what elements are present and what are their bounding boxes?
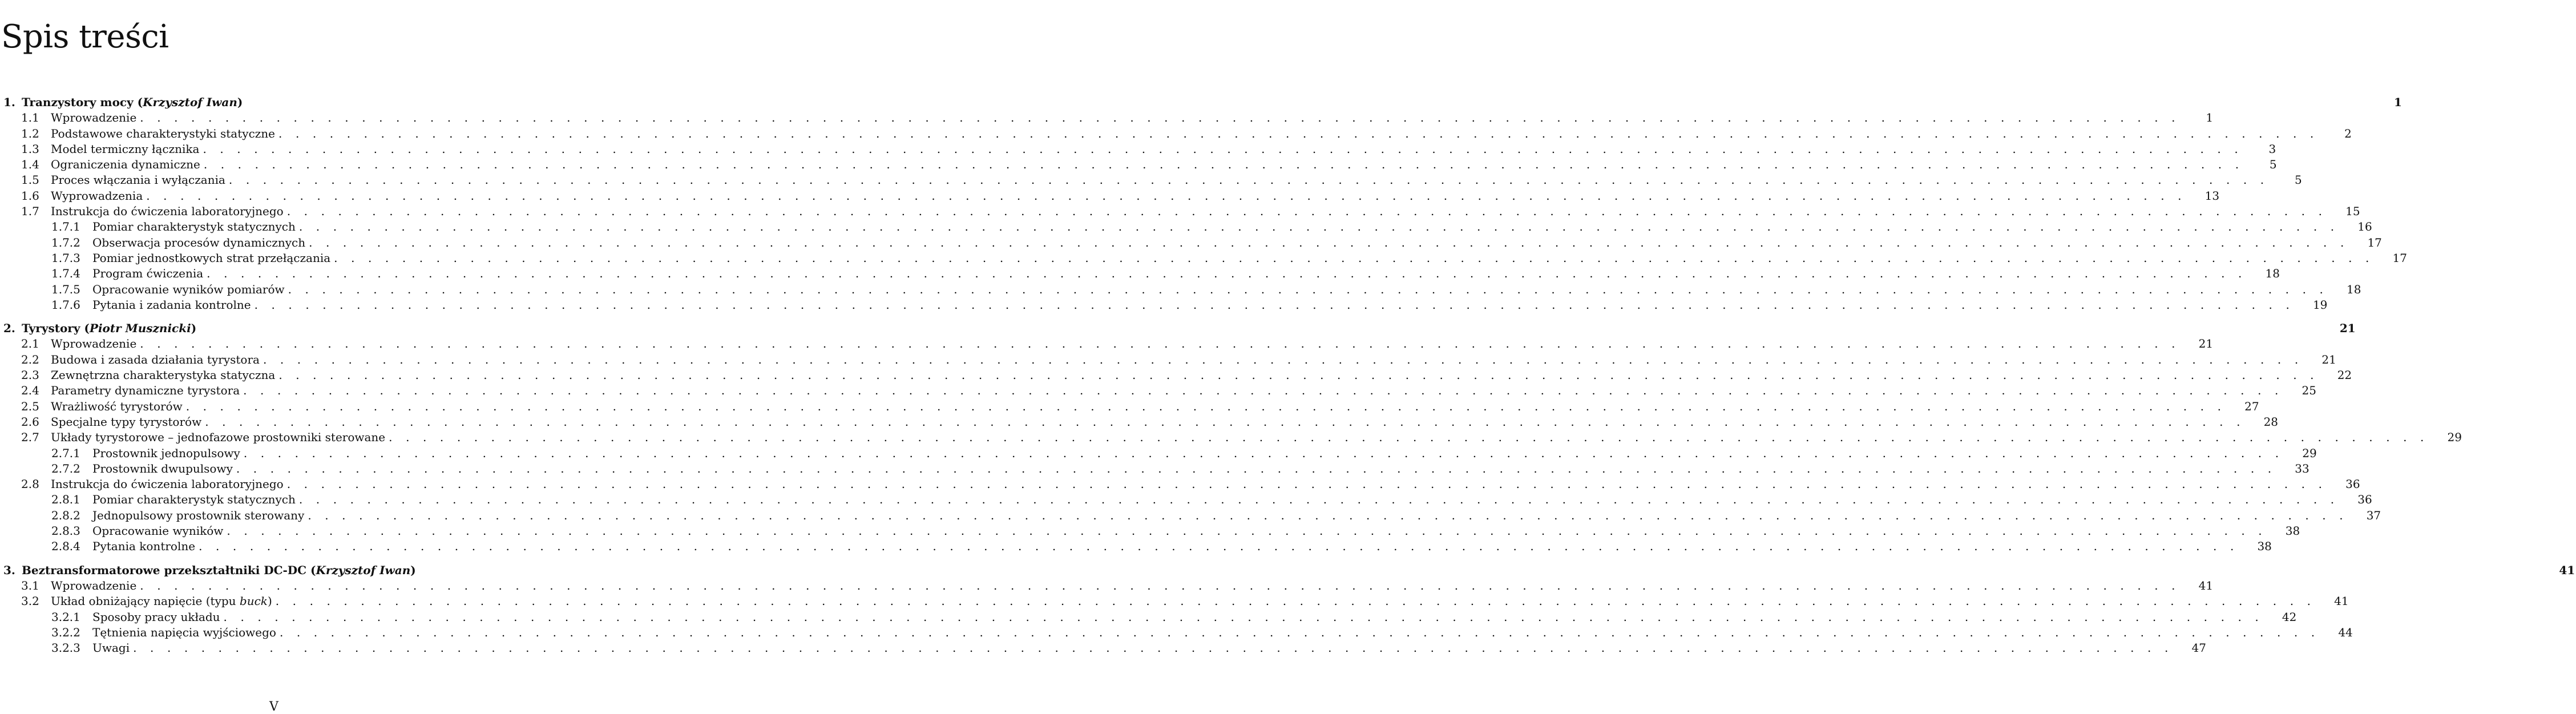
entry-label-text: Prostownik dwupulsowy (92, 461, 233, 475)
dot-leader: . . . . . . . . . . . . . . . . . . . . . . . . . . . . . . . . . . . . . . . . . . . . . . . . . . . . . . . . . . . . . . . . . . . . . . . . . . . . . . . . . . . . . . . . . . . . . . . . . . . . . . . . . . . . . . . . . . . . . . . . (236, 461, 2276, 475)
entry-page-number: 21 (2198, 337, 2214, 351)
entry-page-number: 17 (2367, 235, 2382, 249)
entry-label (92, 235, 305, 251)
entry-label (51, 477, 284, 492)
entry-page-number: 36 (2345, 477, 2360, 491)
toc-section-row[interactable] (0, 477, 2360, 492)
entry-number: 1.1 (21, 111, 39, 125)
chapter-title-text: Beztransformatorowe przekształtniki DC-DC (22, 563, 307, 577)
dot-leader: . . . . . . . . . . . . . . . . . . . . . . . . . . . . . . . . . . . . . . . . . . . . . . . . . . . . . . . . . . . . . . . . . . . . . . . . . . . . . . . . . . . . . . . . . . . . . . . . . . . . . . . . . . . . . . . . . . . . . . . . (207, 267, 2247, 281)
entry-label-text: Proces włączania i wyłączania (51, 173, 225, 187)
entry-label-text: Układy tyrystorowe – jednofazowe prostowniki sterowane (51, 430, 386, 445)
toc-subsection-row[interactable] (0, 523, 2300, 539)
entry-page-number: 17 (2392, 251, 2407, 265)
entry-page-number: 41 (2198, 578, 2214, 592)
entry-label-text: Parametry dynamiczne tyrystora (51, 384, 240, 398)
entry-label-text: Ograniczenia dynamiczne (51, 158, 200, 172)
entry-label (92, 523, 223, 539)
chapter-title: Tyrystory (Piotr Musznicki) (22, 321, 197, 336)
entry-number: 1.6 (21, 188, 39, 203)
entry-label-text: Prostownik jednopulsowy (92, 446, 240, 460)
entry-number: 2.8 (21, 477, 39, 491)
entry-number: 3.2 (21, 594, 39, 608)
entry-label-after: ) (267, 594, 272, 608)
entry-number: 1.5 (21, 173, 39, 187)
entry-label (51, 336, 136, 352)
entry-number: 3.1 (21, 578, 39, 592)
entry-number: 2.8.2 (51, 508, 80, 522)
entry-number: 2.8.3 (51, 524, 80, 538)
toc-section-row[interactable] (0, 414, 2279, 430)
entry-label (51, 594, 272, 609)
dot-leader: . . . . . . . . . . . . . . . . . . . . . . . . . . . . . . . . . . . . . . . . . . . . . . . . . . . . . . . . . . . . . . . . . . . . . . . . . . . . . . . . . . . . . . . . . . . . . . . . . . . . . . . . . . . . . . . . . . . . . . . . (308, 508, 2348, 522)
toc-chapter-row[interactable] (0, 95, 2402, 110)
entry-number: 2.8.4 (51, 539, 80, 554)
entry-page-number: 18 (2347, 282, 2361, 296)
entry-label (92, 508, 304, 523)
entry-label (92, 610, 220, 625)
dot-leader: . . . . . . . . . . . . . . . . . . . . . . . . . . . . . . . . . . . . . . . . . . . . . . . . . . . . . . . . . . . . . . . . . . . . . . . . . . . . . . . . . . . . . . . . . . . . . . . . . . . . . . . . . . . . . . . . . . . . . . . . (146, 188, 2187, 203)
toc-section-row[interactable] (0, 336, 2214, 352)
dot-leader: . . . . . . . . . . . . . . . . . . . . . . . . . . . . . . . . . . . . . . . . . . . . . . . . . . . . . . . . . . . . . . . . . . . . . . . . . . . . . . . . . . . . . . . . . . . . . . . . . . . . . . . . . . . . . . . . . . . . . . . . (389, 430, 2429, 445)
entry-label (92, 446, 240, 461)
dot-leader: . . . . . . . . . . . . . . . . . . . . . . . . . . . . . . . . . . . . . . . . . . . . . . . . . . . . . . . . . . . . . . . . . . . . . . . . . . . . . . . . . . . . . . . . . . . . . . . . . . . . . . . . . . . . . . . . . . . . . . . . (309, 235, 2349, 249)
entry-label-text: Instrukcja do ćwiczenia laboratoryjnego (51, 204, 284, 219)
entry-label (92, 461, 233, 477)
entry-number: 1.7.4 (51, 267, 80, 281)
entry-number: 1.3 (21, 142, 39, 156)
entry-label-text: Uwagi (92, 641, 130, 655)
dot-leader: . . . . . . . . . . . . . . . . . . . . . . . . . . . . . . . . . . . . . . . . . . . . . . . . . . . . . . . . . . . . . . . . . . . . . . . . . . . . . . . . . . . . . . . . . . . . . . . . . . . . . . . . . . . . . . . . . . . . . . . . (140, 578, 2181, 592)
dot-leader: . . . . . . . . . . . . . . . . . . . . . . . . . . . . . . . . . . . . . . . . . . . . . . . . . . . . . . . . . . . . . . . . . . . . . . . . . . . . . . . . . . . . . . . . . . . . . . . . . . . . . . . . . . . . . . . . . . . . . . . . (205, 414, 2246, 429)
entry-label-text: Pomiar charakterystyk statycznych (92, 220, 296, 234)
entry-label (51, 172, 225, 188)
chapter-author: Piotr Musznicki (89, 321, 191, 336)
toc-section-row[interactable] (0, 172, 2302, 188)
entry-label-text: Podstawowe charakterystyki statyczne (51, 126, 276, 140)
entry-number: 3.2.3 (51, 641, 80, 655)
entry-page-number: 38 (2285, 524, 2300, 538)
entry-label (51, 142, 199, 157)
toc-section-row[interactable] (0, 368, 2352, 383)
entry-number: 1.7.2 (51, 235, 80, 249)
entry-number: 2.7.2 (51, 461, 80, 475)
dot-leader: . . . . . . . . . . . . . . . . . . . . . . . . . . . . . . . . . . . . . . . . . . . . . . . . . . . . . . . . . . . . . . . . . . . . . . . . . . . . . . . . . . . . . . . . . . . . . . . . . . . . . . . . . . . . . . . . . . . . . . . . (286, 204, 2327, 219)
entry-label-text: Układ obniżający napięcie (typu (51, 594, 240, 608)
toc-subsection-row[interactable] (0, 446, 2317, 461)
toc-subsection-row[interactable] (0, 539, 2272, 554)
entry-page-number: 29 (2302, 446, 2317, 460)
toc-chapter-row[interactable] (0, 563, 2575, 578)
chapter-title-text: Tranzystory mocy (22, 95, 134, 109)
dot-leader: . . . . . . . . . . . . . . . . . . . . . . . . . . . . . . . . . . . . . . . . . . . . . . . . . . . . . . . . . . . . . . . . . . . . . . . . . . . . . . . . . . . . . . . . . . . . . . . . . . . . . . . . . . . . . . . . . . . . . . . . (227, 524, 2267, 538)
dot-leader: . . . . . . . . . . . . . . . . . . . . . . . . . . . . . . . . . . . . . . . . . . . . . . . . . . . . . . . . . . . . . . . . . . . . . . . . . . . . . . . . . . . . . . . . . . . . . . . . . . . . . . . . . . . . . . . . . . . . . . . . (223, 610, 2264, 624)
entry-label (51, 126, 275, 142)
entry-label-text: Zewnętrzna charakterystyka statyczna (51, 368, 276, 382)
entry-page-number: 5 (2295, 173, 2302, 187)
entry-label (92, 251, 330, 266)
dot-leader: . . . . . . . . . . . . . . . . . . . . . . . . . . . . . . . . . . . . . . . . . . . . . . . . . . . . . . . . . . . . . . . . . . . . . . . . . . . . . . . . . . . . . . . . . . . . . . . . . . . . . . . . . . . . . . . . . . . . . . . . (228, 173, 2269, 187)
entry-label-text: Specjalne typy tyrystorów (51, 414, 202, 429)
page-number: V (269, 700, 278, 714)
entry-label (92, 219, 296, 235)
entry-label-text: Opracowanie wyników pomiarów (92, 282, 285, 296)
toc-subsection-row[interactable] (0, 297, 2328, 313)
entry-page-number: 25 (2302, 384, 2316, 398)
entry-label (51, 204, 284, 219)
entry-number: 2.7 (21, 430, 39, 445)
chapter-author: Krzysztof Iwan (143, 95, 237, 109)
dot-leader: . . . . . . . . . . . . . . . . . . . . . . . . . . . . . . . . . . . . . . . . . . . . . . . . . . . . . . . . . . . . . . . . . . . . . . . . . . . . . . . . . . . . . . . . . . . . . . . . . . . . . . . . . . . . . . . . . . . . . . . . (298, 493, 2339, 507)
dot-leader: . . . . . . . . . . . . . . . . . . . . . . . . . . . . . . . . . . . . . . . . . . . . . . . . . . . . . . . . . . . . . . . . . . . . . . . . . . . . . . . . . . . . . . . . . . . . . . . . . . . . . . . . . . . . . . . . . . . . . . . . (133, 641, 2173, 655)
entry-label-text: Jednopulsowy prostownik sterowany (92, 508, 305, 522)
dot-leader: . . . . . . . . . . . . . . . . . . . . . . . . . . . . . . . . . . . . . . . . . . . . . . . . . . . . . . . . . . . . . . . . . . . . . . . . . . . . . . . . . . . . . . . . . . . . . . . . . . . . . . . . . . . . . . . . . . . . . . . . (334, 251, 2374, 265)
toc-subsection-row[interactable] (0, 508, 2381, 523)
entry-page-number: 42 (2282, 610, 2297, 624)
toc-section-row[interactable] (0, 110, 2214, 126)
entry-label (92, 297, 251, 313)
chapter-number: 1. (3, 95, 15, 109)
toc-subsection-row[interactable] (0, 640, 2206, 656)
entry-label (51, 430, 385, 445)
page-title: Spis treści (1, 18, 169, 55)
entry-number: 1.7.3 (51, 251, 80, 265)
entry-label (51, 383, 240, 398)
entry-page-number: 29 (2447, 430, 2462, 445)
entry-label (51, 157, 200, 172)
entry-label-text: Pomiar charakterystyk statycznych (92, 493, 296, 507)
chapter-page-number: 41 (2559, 563, 2575, 577)
dot-leader: . . . . . . . . . . . . . . . . . . . . . . . . . . . . . . . . . . . . . . . . . . . . . . . . . . . . . . . . . . . . . . . . . . . . . . . . . . . . . . . . . . . . . . . . . . . . . . . . . . . . . . . . . . . . . . . . . . . . . . . . (278, 126, 2319, 140)
dot-leader: . . . . . . . . . . . . . . . . . . . . . . . . . . . . . . . . . . . . . . . . . . . . . . . . . . . . . . . . . . . . . . . . . . . . . . . . . . . . . . . . . . . . . . . . . . . . . . . . . . . . . . . . . . . . . . . . . . . . . . . . (286, 477, 2327, 491)
entry-number: 3.2.2 (51, 625, 80, 639)
entry-page-number: 16 (2357, 220, 2372, 234)
dot-leader: . . . . . . . . . . . . . . . . . . . . . . . . . . . . . . . . . . . . . . . . . . . . . . . . . . . . . . . . . . . . . . . . . . . . . . . . . . . . . . . . . . . . . . . . . . . . . . . . . . . . . . . . . . . . . . . . . . . . . . . . (279, 625, 2320, 639)
entry-page-number: 21 (2321, 352, 2336, 366)
dot-leader: . . . . . . . . . . . . . . . . . . . . . . . . . . . . . . . . . . . . . . . . . . . . . . . . . . . . . . . . . . . . . . . . . . . . . . . . . . . . . . . . . . . . . . . . . . . . . . . . . . . . . . . . . . . . . . . . . . . . . . . . (185, 399, 2226, 413)
entry-page-number: 37 (2366, 508, 2381, 522)
entry-number: 2.5 (21, 399, 39, 413)
chapter-number: 2. (3, 321, 15, 336)
entry-label-text: Wprowadzenie (51, 578, 137, 592)
entry-label-text: Pomiar jednostkowych strat przełączania (92, 251, 331, 265)
entry-label-text: Program ćwiczenia (92, 267, 204, 281)
entry-label (92, 492, 296, 507)
toc-subsection-row[interactable] (0, 266, 2280, 281)
chapter-author: Krzysztof Iwan (316, 563, 411, 577)
entry-label-text: Pytania i zadania kontrolne (92, 297, 251, 312)
entry-number: 1.4 (21, 158, 39, 172)
entry-page-number: 18 (2265, 267, 2280, 281)
entry-number: 2.3 (21, 368, 39, 382)
toc-section-row[interactable] (0, 126, 2352, 142)
dot-leader: . . . . . . . . . . . . . . . . . . . . . . . . . . . . . . . . . . . . . . . . . . . . . . . . . . . . . . . . . . . . . . . . . . . . . . . . . . . . . . . . . . . . . . . . . . . . . . . . . . . . . . . . . . . . . . . . . . . . . . . . (275, 594, 2316, 608)
entry-page-number: 5 (2269, 158, 2277, 172)
entry-page-number: 22 (2337, 368, 2352, 382)
entry-number: 3.2.1 (51, 610, 80, 624)
toc-section-row[interactable] (0, 157, 2277, 172)
toc-section-row[interactable] (0, 383, 2316, 398)
chapter-page-number: 21 (2339, 321, 2356, 336)
dot-leader: . . . . . . . . . . . . . . . . . . . . . . . . . . . . . . . . . . . . . . . . . . . . . . . . . . . . . . . . . . . . . . . . . . . . . . . . . . . . . . . . . . . . . . . . . . . . . . . . . . . . . . . . . . . . . . . . . . . . . . . . (263, 352, 2303, 366)
entry-label (92, 539, 195, 554)
toc-subsection-row[interactable] (0, 625, 2353, 640)
entry-page-number: 13 (2204, 188, 2220, 203)
entry-label-text: Wprowadzenie (51, 337, 137, 351)
toc-section-row[interactable] (0, 188, 2220, 204)
entry-label-text: Model termiczny łącznika (51, 142, 200, 156)
dot-leader: . . . . . . . . . . . . . . . . . . . . . . . . . . . . . . . . . . . . . . . . . . . . . . . . . . . . . . . . . . . . . . . . . . . . . . . . . . . . . . . . . . . . . . . . . . . . . . . . . . . . . . . . . . . . . . . . . . . . . . . . (203, 142, 2243, 156)
entry-label (51, 188, 143, 204)
entry-label (51, 352, 260, 368)
entry-label-text: Opracowanie wyników (92, 524, 224, 538)
entry-label-text: Tętnienia napięcia wyjściowego (92, 625, 276, 639)
entry-label-text: Budowa i zasada działania tyrystora (51, 352, 260, 366)
entry-page-number: 41 (2334, 594, 2349, 608)
chapter-title-text: Tyrystory (22, 321, 80, 336)
table-of-contents (0, 95, 2575, 656)
entry-label-text: Wyprowadzenia (51, 188, 143, 203)
entry-page-number: 3 (2268, 142, 2276, 156)
toc-section-row[interactable] (0, 594, 2349, 609)
toc-subsection-row[interactable] (0, 251, 2407, 266)
dot-leader: . . . . . . . . . . . . . . . . . . . . . . . . . . . . . . . . . . . . . . . . . . . . . . . . . . . . . . . . . . . . . . . . . . . . . . . . . . . . . . . . . . . . . . . . . . . . . . . . . . . . . . . . . . . . . . . . . . . . . . . . (243, 446, 2284, 460)
entry-label (92, 266, 203, 281)
entry-label-text: Obserwacja procesów dynamicznych (92, 235, 306, 249)
toc-subsection-row[interactable] (0, 461, 2309, 477)
toc-section-row[interactable] (0, 399, 2259, 414)
toc-chapter-row[interactable] (0, 321, 2356, 336)
entry-number: 1.7 (21, 204, 39, 219)
entry-page-number: 19 (2312, 297, 2328, 312)
entry-label-text: Instrukcja do ćwiczenia laboratoryjnego (51, 477, 284, 491)
entry-number: 1.7.5 (51, 282, 80, 296)
entry-number: 2.8.1 (51, 493, 80, 507)
entry-label (92, 640, 130, 656)
entry-page-number: 36 (2357, 493, 2372, 507)
entry-label (51, 110, 136, 126)
entry-label (51, 414, 201, 430)
entry-number: 2.4 (21, 384, 39, 398)
entry-page-number: 38 (2257, 539, 2272, 554)
toc-subsection-row[interactable] (0, 492, 2372, 507)
entry-label-text: Pytania kontrolne (92, 539, 196, 554)
entry-label-text: Wrażliwość tyrystorów (51, 399, 183, 413)
chapter-title: Tranzystory mocy (Krzysztof Iwan) (22, 95, 243, 109)
chapter-number: 3. (3, 563, 15, 577)
chapter-page-number: 1 (2393, 95, 2402, 109)
dot-leader: . . . . . . . . . . . . . . . . . . . . . . . . . . . . . . . . . . . . . . . . . . . . . . . . . . . . . . . . . . . . . . . . . . . . . . . . . . . . . . . . . . . . . . . . . . . . . . . . . . . . . . . . . . . . . . . . . . . . . . . . (288, 282, 2328, 296)
entry-number: 1.2 (21, 126, 39, 140)
entry-label (92, 625, 276, 640)
entry-page-number: 15 (2345, 204, 2360, 219)
entry-number: 2.2 (21, 352, 39, 366)
toc-section-row[interactable] (0, 578, 2214, 594)
toc-subsection-row[interactable] (0, 235, 2382, 251)
dot-leader: . . . . . . . . . . . . . . . . . . . . . . . . . . . . . . . . . . . . . . . . . . . . . . . . . . . . . . . . . . . . . . . . . . . . . . . . . . . . . . . . . . . . . . . . . . . . . . . . . . . . . . . . . . . . . . . . . . . . . . . . (140, 111, 2181, 125)
entry-page-number: 27 (2244, 399, 2259, 413)
entry-label (92, 282, 285, 297)
entry-page-number: 2 (2344, 126, 2352, 140)
toc-subsection-row[interactable] (0, 219, 2372, 235)
entry-label (51, 399, 183, 414)
toc-section-row[interactable] (0, 430, 2462, 445)
chapter-title: Beztransformatorowe przekształtniki DC-DC (Krzysztof Iwan) (22, 563, 416, 577)
entry-label (51, 368, 275, 383)
entry-page-number: 33 (2295, 461, 2309, 475)
entry-label-text: Wprowadzenie (51, 111, 137, 125)
dot-leader: . . . . . . . . . . . . . . . . . . . . . . . . . . . . . . . . . . . . . . . . . . . . . . . . . . . . . . . . . . . . . . . . . . . . . . . . . . . . . . . . . . . . . . . . . . . . . . . . . . . . . . . . . . . . . . . . . . . . . . . . (199, 539, 2239, 554)
entry-label (51, 578, 136, 594)
toc-subsection-row[interactable] (0, 610, 2297, 625)
entry-number: 1.7.1 (51, 220, 80, 234)
dot-leader: . . . . . . . . . . . . . . . . . . . . . . . . . . . . . . . . . . . . . . . . . . . . . . . . . . . . . . . . . . . . . . . . . . . . . . . . . . . . . . . . . . . . . . . . . . . . . . . . . . . . . . . . . . . . . . . . . . . . . . . . (278, 368, 2319, 382)
entry-number: 2.7.1 (51, 446, 80, 460)
entry-label-text: Sposoby pracy układu (92, 610, 220, 624)
toc-section-row[interactable] (0, 352, 2336, 368)
entry-number: 2.1 (21, 337, 39, 351)
entry-page-number: 1 (2206, 111, 2214, 125)
dot-leader: . . . . . . . . . . . . . . . . . . . . . . . . . . . . . . . . . . . . . . . . . . . . . . . . . . . . . . . . . . . . . . . . . . . . . . . . . . . . . . . . . . . . . . . . . . . . . . . . . . . . . . . . . . . . . . . . . . . . . . . . (243, 384, 2283, 398)
dot-leader: . . . . . . . . . . . . . . . . . . . . . . . . . . . . . . . . . . . . . . . . . . . . . . . . . . . . . . . . . . . . . . . . . . . . . . . . . . . . . . . . . . . . . . . . . . . . . . . . . . . . . . . . . . . . . . . . . . . . . . . . (298, 220, 2339, 234)
entry-page-number: 47 (2191, 641, 2206, 655)
entry-label-italic: buck (239, 594, 268, 608)
toc-subsection-row[interactable] (0, 282, 2361, 297)
dot-leader: . . . . . . . . . . . . . . . . . . . . . . . . . . . . . . . . . . . . . . . . . . . . . . . . . . . . . . . . . . . . . . . . . . . . . . . . . . . . . . . . . . . . . . . . . . . . . . . . . . . . . . . . . . . . . . . . . . . . . . . . (254, 297, 2295, 312)
entry-number: 1.7.6 (51, 297, 80, 312)
entry-number: 2.6 (21, 414, 39, 429)
toc-section-row[interactable] (0, 204, 2360, 219)
dot-leader: . . . . . . . . . . . . . . . . . . . . . . . . . . . . . . . . . . . . . . . . . . . . . . . . . . . . . . . . . . . . . . . . . . . . . . . . . . . . . . . . . . . . . . . . . . . . . . . . . . . . . . . . . . . . . . . . . . . . . . . . (140, 337, 2181, 351)
toc-section-row[interactable] (0, 142, 2276, 157)
entry-page-number: 44 (2338, 625, 2353, 639)
dot-leader: . . . . . . . . . . . . . . . . . . . . . . . . . . . . . . . . . . . . . . . . . . . . . . . . . . . . . . . . . . . . . . . . . . . . . . . . . . . . . . . . . . . . . . . . . . . . . . . . . . . . . . . . . . . . . . . . . . . . . . . . (203, 158, 2244, 172)
entry-page-number: 28 (2263, 414, 2279, 429)
